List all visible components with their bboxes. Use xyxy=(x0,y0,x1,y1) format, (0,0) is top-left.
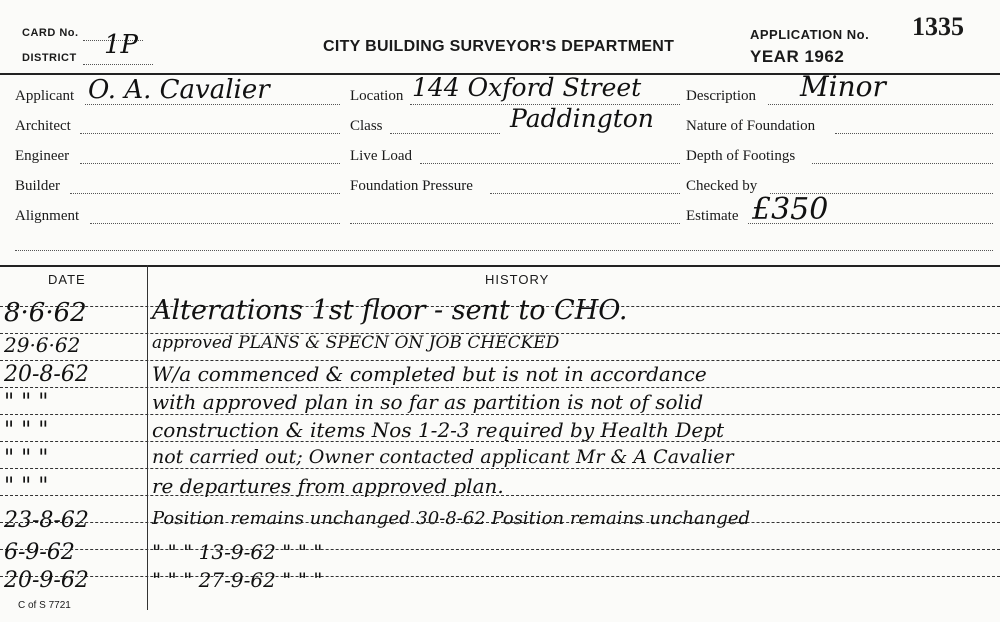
engineer-label: Engineer xyxy=(15,148,70,164)
district-label: DISTRICT xyxy=(22,52,77,64)
engineer-line xyxy=(80,163,340,164)
description-line xyxy=(768,104,993,105)
history-text: W/a commenced & completed but is not in accordance xyxy=(152,362,707,386)
history-date: " " " xyxy=(4,390,49,415)
depth-footings-label: Depth of Footings xyxy=(686,148,796,164)
application-no-label: APPLICATION No. xyxy=(750,27,870,42)
applicant-label: Applicant xyxy=(15,88,75,104)
history-date: 23-8-62 xyxy=(4,508,89,533)
history-text: re departures from approved plan. xyxy=(152,474,504,498)
year-label: YEAR 1962 xyxy=(750,47,845,66)
department-title: CITY BUILDING SURVEYOR'S DEPARTMENT xyxy=(323,38,675,55)
history-text: construction & items Nos 1-2-3 required by Health Dept xyxy=(152,418,725,442)
foundation-pressure-label: Foundation Pressure xyxy=(350,178,473,194)
history-top-rule xyxy=(0,265,1000,267)
location-value-street: 144 Oxford Street xyxy=(412,73,642,102)
date-header: DATE xyxy=(48,272,86,287)
history-date: 6-9-62 xyxy=(4,540,75,565)
architect-line xyxy=(80,133,340,134)
live-load-line xyxy=(420,163,680,164)
location-value-suburb: Paddington xyxy=(510,104,654,133)
middle-blank-line xyxy=(350,223,680,224)
district-line xyxy=(83,64,153,65)
nature-foundation-line xyxy=(835,133,993,134)
history-text: with approved plan in so far as partition is not of solid xyxy=(152,390,704,414)
card-no-label: CARD No. xyxy=(22,27,79,39)
builder-line xyxy=(70,193,340,194)
location-label: Location xyxy=(350,88,404,104)
nature-foundation-label: Nature of Foundation xyxy=(686,118,816,134)
checked-by-label: Checked by xyxy=(686,178,758,194)
alignment-label: Alignment xyxy=(15,208,80,224)
application-number: 1335 xyxy=(912,12,964,41)
history-header: HISTORY xyxy=(485,272,550,287)
history-text: " " " 27-9-62 " " " xyxy=(152,568,323,592)
history-date: 20-8-62 xyxy=(4,362,89,387)
history-text: Alterations 1st floor - sent to CHO. xyxy=(152,295,628,326)
class-line xyxy=(390,133,500,134)
history-date: " " " xyxy=(4,418,49,443)
builder-label: Builder xyxy=(15,178,60,194)
history-rule xyxy=(0,359,1000,361)
history-text: Position remains unchanged 30-8-62 Position remains unchanged xyxy=(152,508,751,529)
history-date: 20-9-62 xyxy=(4,568,89,593)
estimate-label: Estimate xyxy=(686,208,739,224)
applicant-value: O. A. Cavalier xyxy=(88,75,270,105)
description-value: Minor xyxy=(800,70,886,103)
history-date: " " " xyxy=(4,446,49,471)
history-date: 8·6·62 xyxy=(4,298,87,328)
class-label: Class xyxy=(350,118,383,134)
depth-footings-line xyxy=(812,163,993,164)
form-code: C of S 7721 xyxy=(18,600,71,611)
estimate-value: £350 xyxy=(752,192,829,227)
alignment-line xyxy=(90,223,340,224)
district-value: 1P xyxy=(104,30,139,60)
foundation-pressure-line xyxy=(490,193,680,194)
history-text: approved PLANS & SPECN ON JOB CHECKED xyxy=(152,333,560,353)
live-load-label: Live Load xyxy=(350,148,413,164)
history-date: 29·6·62 xyxy=(4,333,81,357)
history-text: " " " 13-9-62 " " " xyxy=(152,540,323,564)
history-date: " " " xyxy=(4,474,49,499)
architect-label: Architect xyxy=(15,118,71,134)
description-label: Description xyxy=(686,88,756,104)
fields-bottom-line xyxy=(15,250,993,251)
history-text: not carried out; Owner contacted applicant Mr & A Cavalier xyxy=(152,446,734,468)
